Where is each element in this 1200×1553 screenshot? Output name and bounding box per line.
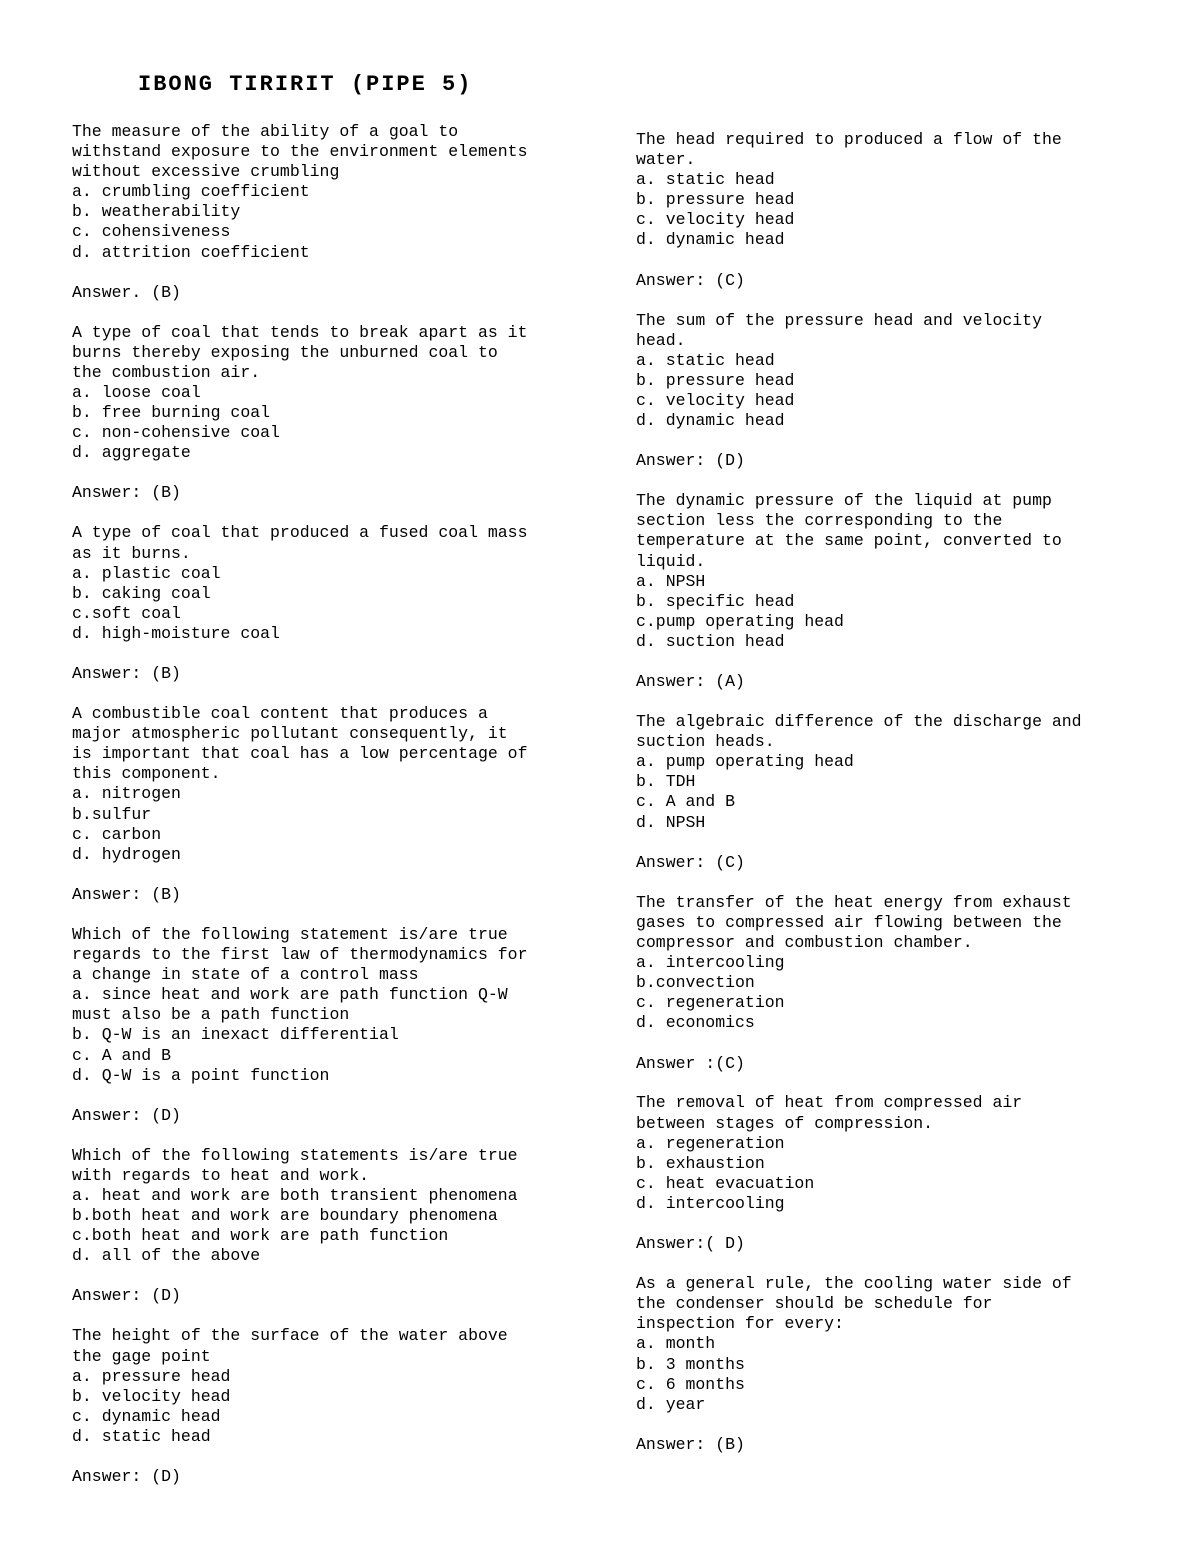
answer-option: b.both heat and work are boundary phenomena bbox=[72, 1206, 498, 1226]
question-text-line: A type of coal that tends to break apart as it bbox=[72, 322, 528, 342]
question-text-line: regards to the first law of thermodynamics for bbox=[72, 945, 528, 965]
answer-key: Answer: (D) bbox=[636, 451, 745, 471]
answer-option: a. pump operating head bbox=[636, 752, 854, 772]
question-text-line: Which of the following statements is/are true bbox=[72, 1145, 518, 1165]
question-text-line: major atmospheric pollutant consequently, it bbox=[72, 724, 508, 744]
answer-option: d. dynamic head bbox=[636, 411, 785, 431]
page-title: IBONG TIRIRIT (PIPE 5) bbox=[138, 72, 473, 97]
answer-option: d. attrition coefficient bbox=[72, 242, 310, 262]
answer-option: a. static head bbox=[636, 170, 775, 190]
answer-option: b. exhaustion bbox=[636, 1153, 765, 1173]
answer-option: c. dynamic head bbox=[72, 1406, 221, 1426]
answer-option: b. Q-W is an inexact differential bbox=[72, 1025, 399, 1045]
answer-option: a. regeneration bbox=[636, 1133, 785, 1153]
answer-option: a. month bbox=[636, 1334, 716, 1354]
answer-option: c. regeneration bbox=[636, 993, 785, 1013]
question-text-line: head. bbox=[636, 330, 686, 350]
answer-option: c.pump operating head bbox=[636, 611, 844, 631]
question-text-line: The sum of the pressure head and velocity bbox=[636, 310, 1042, 330]
question-text-line: the combustion air. bbox=[72, 362, 261, 382]
right-question-column bbox=[636, 130, 1156, 1475]
answer-option: b. TDH bbox=[636, 772, 696, 792]
answer-key: Answer. (B) bbox=[72, 282, 181, 302]
left-question-column bbox=[72, 122, 592, 1507]
answer-option: d. aggregate bbox=[72, 443, 191, 463]
answer-option: d. economics bbox=[636, 1013, 755, 1033]
question-block bbox=[72, 704, 592, 905]
question-text-line: gases to compressed air flowing between the bbox=[636, 912, 1062, 932]
answer-key: Answer: (D) bbox=[72, 1105, 181, 1125]
answer-option: a. intercooling bbox=[636, 953, 785, 973]
question-text-line: A type of coal that produced a fused coal mass bbox=[72, 523, 528, 543]
question-block bbox=[636, 130, 1156, 291]
answer-option: a. pressure head bbox=[72, 1366, 231, 1386]
question-text-line: The measure of the ability of a goal to bbox=[72, 122, 459, 141]
question-text-line: suction heads. bbox=[636, 732, 775, 752]
answer-option: b.convection bbox=[636, 973, 755, 993]
question-text-line: temperature at the same point, converted to bbox=[636, 531, 1062, 551]
question-block bbox=[636, 893, 1156, 1074]
answer-option: a. static head bbox=[636, 350, 775, 370]
question-text-line: The removal of heat from compressed air bbox=[636, 1093, 1023, 1113]
question-text-line: Which of the following statement is/are true bbox=[72, 924, 508, 944]
question-block bbox=[72, 1146, 592, 1307]
answer-option: b. velocity head bbox=[72, 1386, 231, 1406]
question-text-line: section less the corresponding to the bbox=[636, 511, 1003, 531]
question-text-line: inspection for every: bbox=[636, 1314, 844, 1334]
question-text-line: The transfer of the heat energy from exhaust bbox=[636, 892, 1072, 912]
answer-option: a. plastic coal bbox=[72, 563, 221, 583]
answer-option: c. velocity head bbox=[636, 210, 795, 230]
answer-option: b.sulfur bbox=[72, 804, 152, 824]
answer-option: b. pressure head bbox=[636, 190, 795, 210]
answer-option: d. high-moisture coal bbox=[72, 623, 280, 643]
question-text-line: is important that coal has a low percentage of bbox=[72, 744, 528, 764]
question-text-line: liquid. bbox=[636, 551, 706, 571]
answer-option: d. suction head bbox=[636, 631, 785, 651]
answer-option: c. A and B bbox=[72, 1045, 172, 1065]
answer-option: b. pressure head bbox=[636, 370, 795, 390]
question-text-line: without excessive crumbling bbox=[72, 162, 340, 182]
answer-option: d. dynamic head bbox=[636, 230, 785, 250]
question-block bbox=[72, 323, 592, 504]
question-text-line: compressor and combustion chamber. bbox=[636, 932, 973, 952]
answer-key: Answer: (D) bbox=[72, 1286, 181, 1306]
question-block bbox=[72, 925, 592, 1126]
question-block bbox=[72, 523, 592, 684]
answer-option: a. nitrogen bbox=[72, 784, 181, 804]
question-text-line: The dynamic pressure of the liquid at pump bbox=[636, 491, 1052, 511]
answer-option: a. crumbling coefficient bbox=[72, 182, 310, 202]
question-block bbox=[636, 311, 1156, 472]
question-text-line: The algebraic difference of the discharge and bbox=[636, 712, 1082, 732]
question-text-line: As a general rule, the cooling water side of bbox=[636, 1274, 1072, 1294]
answer-key: Answer: (B) bbox=[72, 664, 181, 684]
question-block bbox=[636, 491, 1156, 692]
question-text-line: the gage point bbox=[72, 1346, 211, 1366]
question-text-line: this component. bbox=[72, 764, 221, 784]
question-text-line: The height of the surface of the water above bbox=[72, 1326, 508, 1346]
question-block bbox=[636, 1093, 1156, 1254]
answer-option: a. heat and work are both transient phenomena bbox=[72, 1185, 518, 1205]
answer-option: c.soft coal bbox=[72, 603, 181, 623]
answer-key: Answer: (B) bbox=[72, 483, 181, 503]
answer-option: a. since heat and work are path function Q-W bbox=[72, 985, 508, 1005]
answer-option: b. 3 months bbox=[636, 1354, 745, 1374]
question-block bbox=[72, 1326, 592, 1487]
question-text-line: a change in state of a control mass bbox=[72, 965, 419, 985]
question-block bbox=[636, 1274, 1156, 1455]
answer-option: d. year bbox=[636, 1394, 706, 1414]
question-text-line: A combustible coal content that produces a bbox=[72, 704, 488, 724]
answer-key: Answer: (A) bbox=[636, 672, 745, 692]
answer-option: d. hydrogen bbox=[72, 844, 181, 864]
answer-option: must also be a path function bbox=[72, 1005, 350, 1025]
answer-option: c. A and B bbox=[636, 792, 736, 812]
answer-key: Answer:( D) bbox=[636, 1234, 745, 1254]
answer-option: a. NPSH bbox=[636, 571, 706, 591]
answer-option: d. intercooling bbox=[636, 1193, 785, 1213]
question-text-line: withstand exposure to the environment elements bbox=[72, 142, 528, 162]
answer-option: b. weatherability bbox=[72, 202, 241, 222]
answer-option: b. specific head bbox=[636, 591, 795, 611]
answer-key: Answer :(C) bbox=[636, 1053, 745, 1073]
question-text-line: the condenser should be schedule for bbox=[636, 1294, 993, 1314]
answer-option: d. static head bbox=[72, 1426, 211, 1446]
answer-option: a. loose coal bbox=[72, 383, 201, 403]
answer-option: d. all of the above bbox=[72, 1246, 261, 1266]
answer-key: Answer: (C) bbox=[636, 270, 745, 290]
question-block bbox=[636, 712, 1156, 873]
answer-option: c. carbon bbox=[72, 824, 162, 844]
question-text-line: between stages of compression. bbox=[636, 1113, 934, 1133]
answer-option: c.both heat and work are path function bbox=[72, 1226, 449, 1246]
question-text-line: burns thereby exposing the unburned coal to bbox=[72, 342, 498, 362]
answer-option: d. NPSH bbox=[636, 812, 706, 832]
answer-option: c. cohensiveness bbox=[72, 222, 231, 242]
answer-option: b. free burning coal bbox=[72, 403, 271, 423]
answer-key: Answer: (B) bbox=[636, 1434, 745, 1454]
question-text-line: with regards to heat and work. bbox=[72, 1165, 370, 1185]
answer-option: b. caking coal bbox=[72, 583, 211, 603]
answer-option: c. velocity head bbox=[636, 391, 795, 411]
answer-key: Answer: (D) bbox=[72, 1467, 181, 1487]
question-text-line: water. bbox=[636, 150, 696, 170]
answer-option: c. non-cohensive coal bbox=[72, 423, 280, 443]
answer-key: Answer: (C) bbox=[636, 852, 745, 872]
answer-key: Answer: (B) bbox=[72, 884, 181, 904]
answer-option: c. 6 months bbox=[636, 1374, 745, 1394]
answer-option: d. Q-W is a point function bbox=[72, 1065, 330, 1085]
answer-option: c. heat evacuation bbox=[636, 1173, 815, 1193]
question-text-line: The head required to produced a flow of the bbox=[636, 130, 1062, 149]
question-text-line: as it burns. bbox=[72, 543, 191, 563]
question-block bbox=[72, 122, 592, 303]
